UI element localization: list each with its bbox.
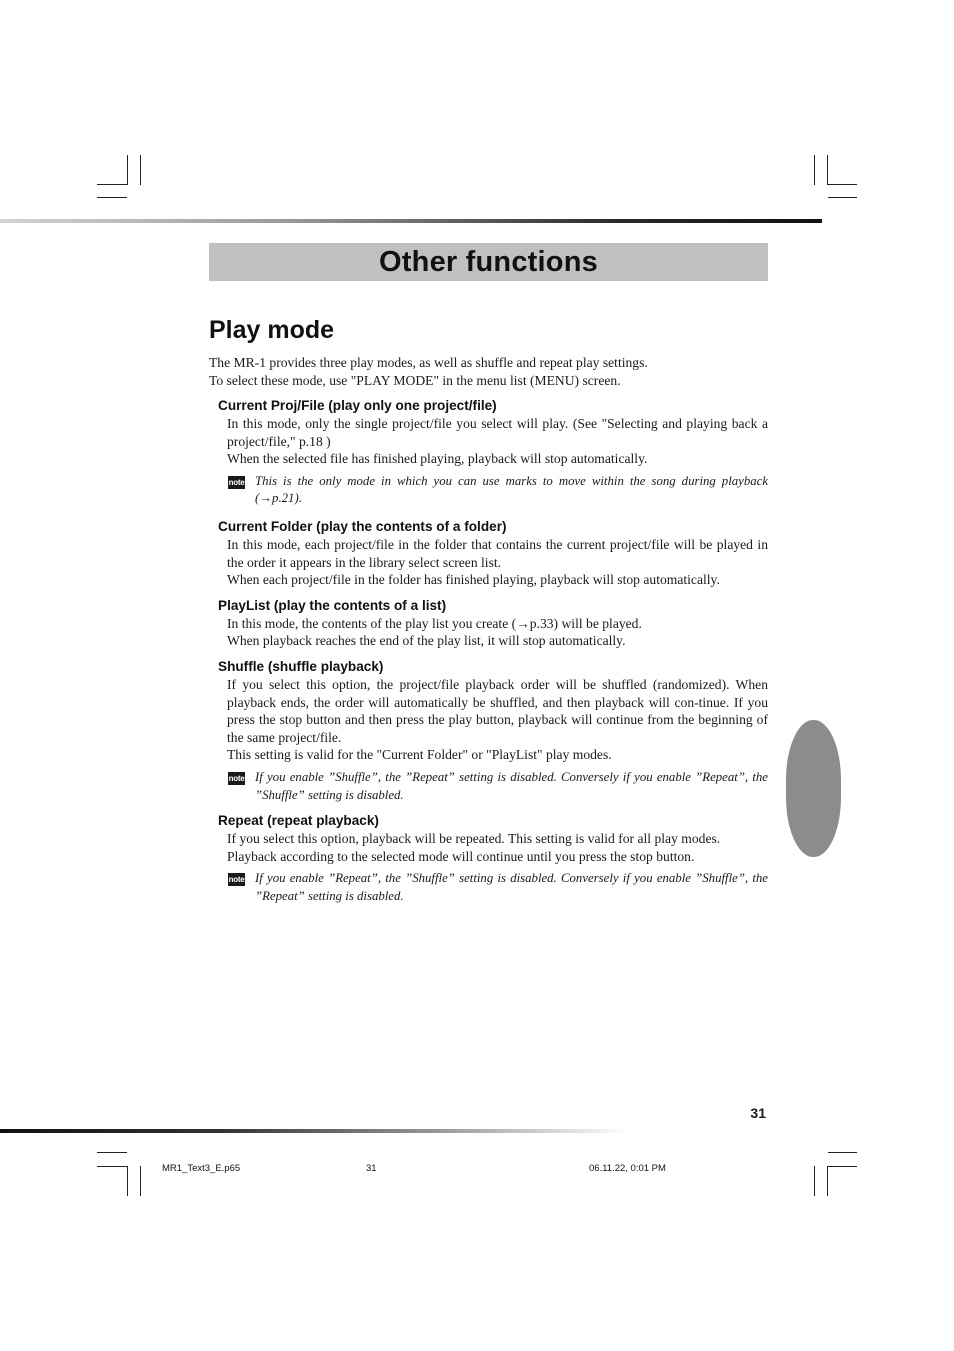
crop-mark <box>97 184 127 185</box>
crop-mark <box>127 1166 128 1196</box>
item-paragraph: Playback according to the selected mode will continue until you press the stop button. <box>227 848 695 864</box>
chapter-title: Other functions <box>379 245 598 278</box>
item-paragraph: In this mode, each project/file in the folder that contains the current project/file will be played in the order it appears in the library select screen list. <box>227 536 768 570</box>
crop-mark <box>814 1166 815 1196</box>
item-heading: Repeat (repeat playback) <box>218 813 379 829</box>
item-body <box>227 676 768 764</box>
item-paragraph: When playback reaches the end of the play list, it will stop automatically. <box>227 633 626 649</box>
page-content <box>209 314 768 905</box>
item-body <box>227 536 768 589</box>
item-paragraph: If you select this option, the project/file playback order will be shuffled (randomized). When playback ends, the order will automatically be shuffled, and then playback will con-tinue. If you press the stop button and then press the play button, playback will continue from the beginning of the same project/file. <box>227 676 768 745</box>
note-text: If you enable ”Repeat”, the ”Shuffle” setting is disabled. Conversely if you enable ”Shuffle”, the ”Repeat” setting is disabled. <box>255 871 768 903</box>
footer-page: 31 <box>366 1163 377 1174</box>
note-icon: note <box>228 875 245 885</box>
play-mode-item-current-folder <box>209 518 768 589</box>
crop-mark <box>140 155 141 185</box>
crop-mark <box>828 1152 857 1153</box>
note-block <box>227 870 768 905</box>
crop-mark <box>828 184 857 185</box>
item-heading: PlayList (play the contents of a list) <box>218 597 447 613</box>
item-heading: Current Proj/File (play only one project/file) <box>218 398 497 413</box>
note-text: If you enable ”Shuffle”, the ”Repeat” setting is disabled. Conversely if you enable ”Repeat”, the ”Shuffle” setting is disabled. <box>255 769 768 802</box>
note-block <box>227 769 768 804</box>
chapter-side-tab <box>786 720 841 857</box>
crop-mark <box>827 155 828 185</box>
note-block <box>227 473 768 508</box>
item-paragraph: In this mode, the contents of the play list you create (→p.33) will be played. <box>227 615 642 631</box>
item-paragraph: When the selected file has finished playing, playback will stop automatically. <box>227 451 648 467</box>
item-paragraph: If you select this option, playback will be repeated. This setting is valid for all play modes. <box>227 831 721 847</box>
page-number: 31 <box>750 1105 766 1121</box>
crop-mark <box>828 1166 857 1167</box>
header-rule <box>0 219 822 223</box>
crop-mark <box>97 1152 127 1153</box>
crop-mark <box>140 1166 141 1196</box>
play-mode-item-repeat <box>209 812 768 905</box>
crop-mark <box>828 197 857 198</box>
play-mode-item-playlist <box>209 597 768 650</box>
item-paragraph: In this mode, only the single project/file you select will play. (See "Selecting and playing back a project/file," p.18 ) <box>227 416 768 449</box>
item-body <box>227 830 768 865</box>
note-icon: note <box>228 773 245 783</box>
note-text: This is the only mode in which you can use marks to move within the song during playback (→p.21). <box>255 473 768 506</box>
section-title: Play mode <box>209 316 335 344</box>
item-paragraph: This setting is valid for the "Current Folder" or "PlayList" play modes. <box>227 747 612 763</box>
play-mode-item-current-proj-file <box>209 397 768 508</box>
item-heading: Current Folder (play the contents of a folder) <box>218 518 507 534</box>
footer-filename: MR1_Text3_E.p65 <box>162 1163 241 1174</box>
item-body <box>227 415 768 468</box>
crop-mark <box>127 155 128 185</box>
footer-timestamp: 06.11.22, 0:01 PM <box>589 1163 666 1174</box>
item-paragraph: When each project/file in the folder has finished playing, playback will stop automatically. <box>227 572 720 588</box>
intro-paragraph: To select these mode, use "PLAY MODE" in the menu list (MENU) screen. <box>209 372 621 388</box>
footer-rule <box>0 1129 630 1133</box>
note-icon: note <box>228 477 245 487</box>
crop-mark <box>97 197 127 198</box>
item-body <box>227 615 768 650</box>
item-heading: Shuffle (shuffle playback) <box>218 658 384 674</box>
intro-paragraph: The MR-1 provides three play modes, as well as shuffle and repeat play settings. <box>209 355 648 370</box>
crop-mark <box>97 1166 127 1167</box>
crop-mark <box>827 1166 828 1196</box>
crop-mark <box>814 155 815 185</box>
play-mode-item-shuffle <box>209 658 768 804</box>
chapter-banner <box>209 243 768 281</box>
section-intro <box>209 354 768 389</box>
